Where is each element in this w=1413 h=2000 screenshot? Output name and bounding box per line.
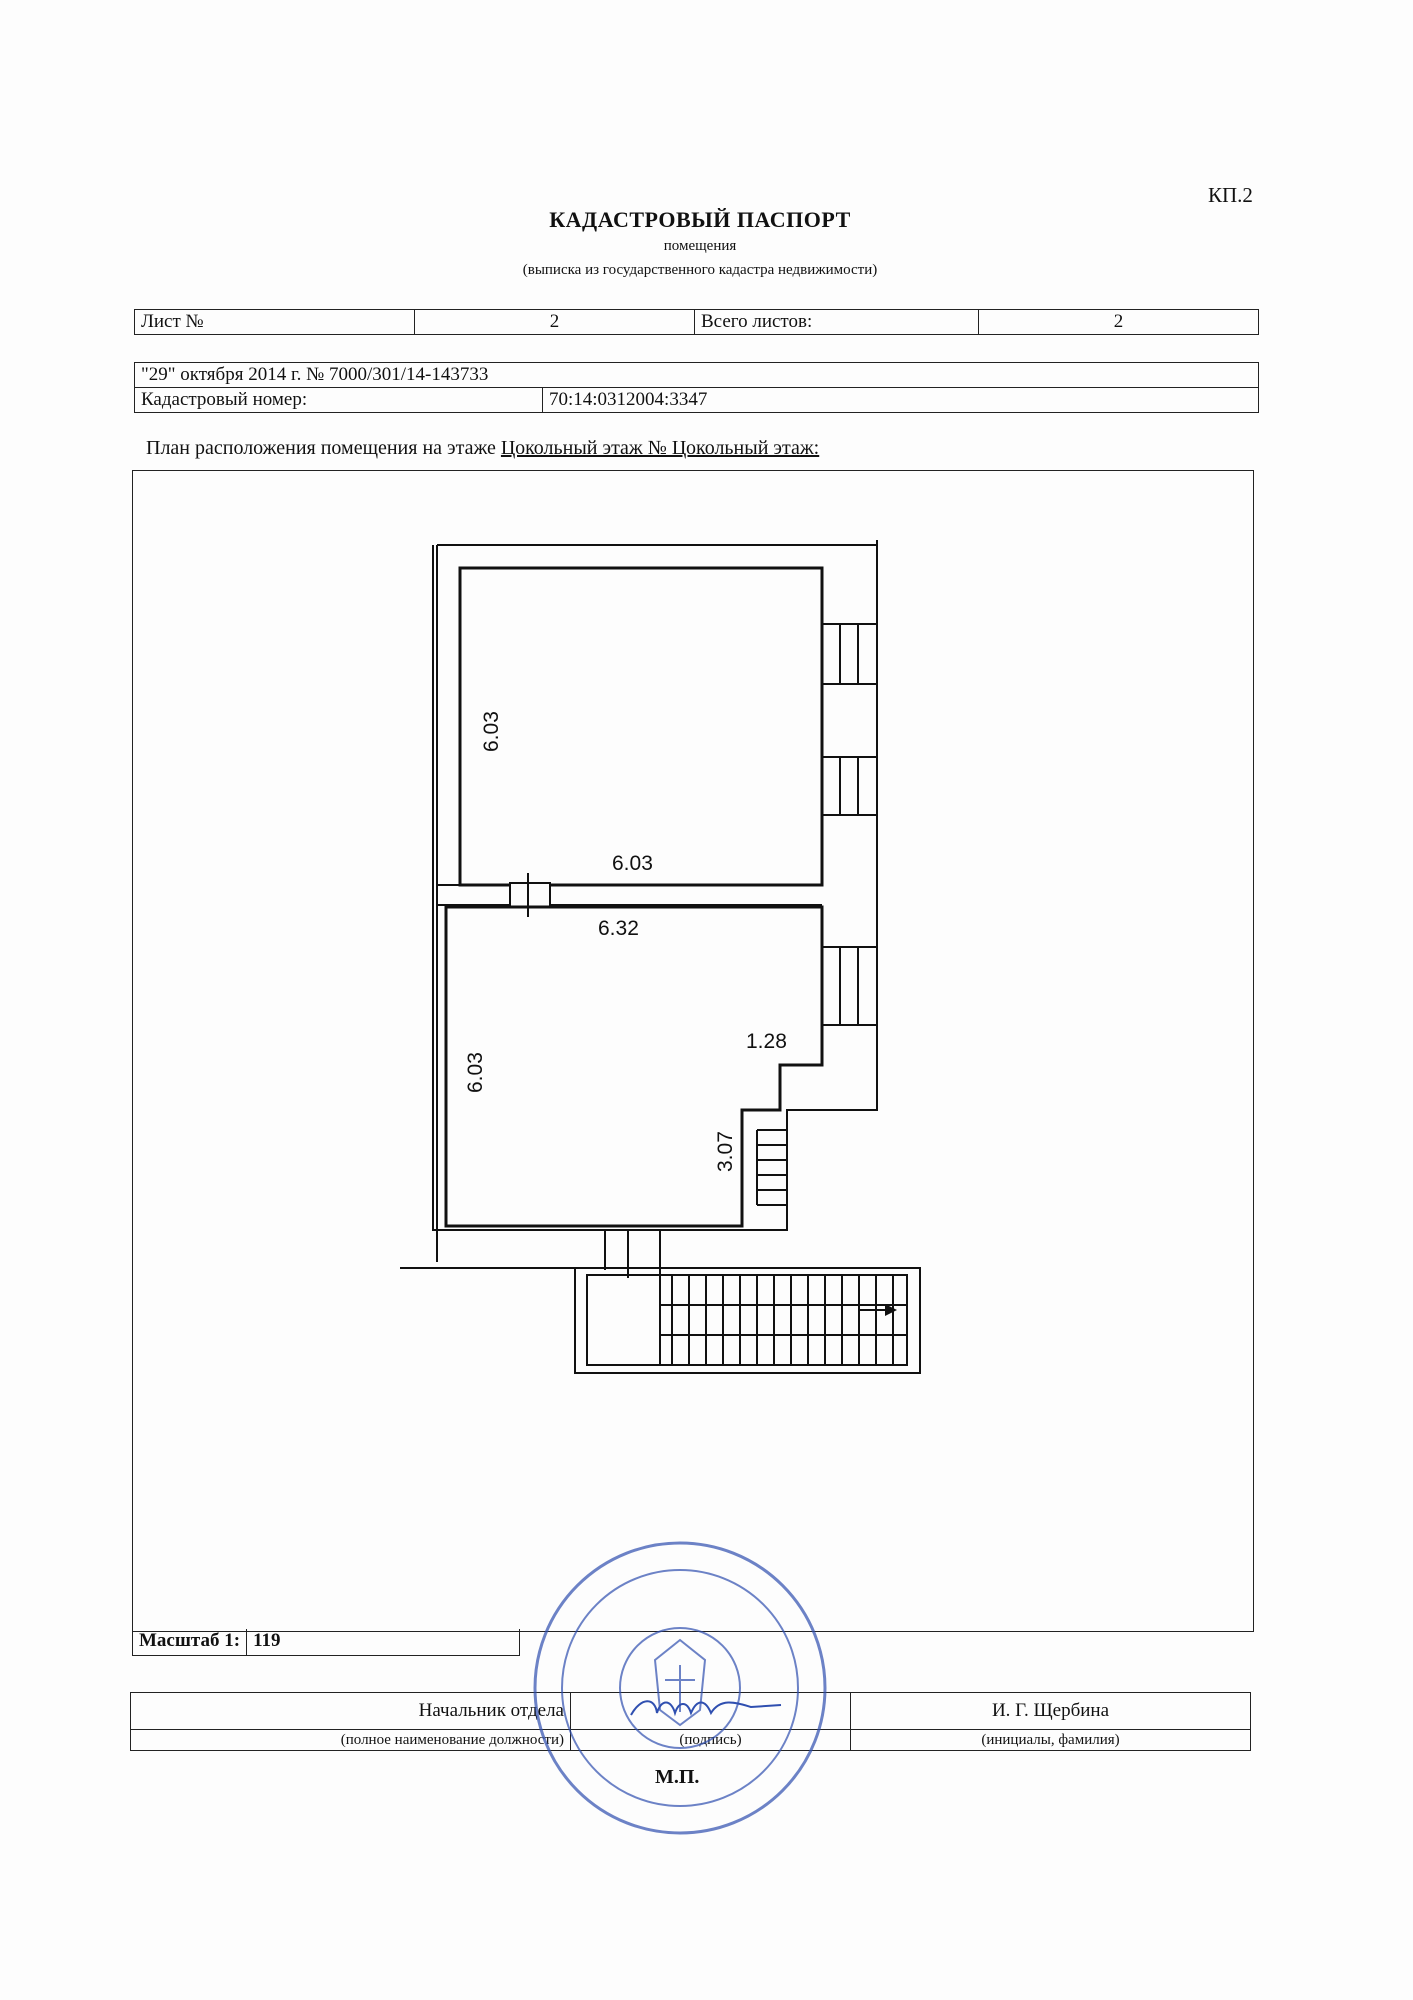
plan-caption-floor: Цокольный этаж № Цокольный этаж:: [500, 437, 820, 459]
dim-notch-height: 3.07: [714, 1131, 737, 1172]
position-hint: (полное наименование должности): [131, 1730, 571, 1751]
dim-upper-height: 6.03: [480, 711, 503, 752]
door-partition: [510, 883, 550, 907]
form-code: КП.2: [1208, 183, 1253, 207]
dim-upper-width: 6.03: [612, 852, 653, 875]
external-staircase: [575, 1268, 920, 1373]
scale-box: [132, 1629, 520, 1656]
record-date-line: "29" октября 2014 г. № 7000/301/14-143733: [135, 363, 1259, 388]
handwritten-signature: [621, 1693, 801, 1723]
document-title: КАДАСТРОВЫЙ ПАСПОРТ: [549, 207, 851, 232]
dim-notch-width: 1.28: [746, 1030, 787, 1053]
total-sheets-number: 2: [979, 310, 1259, 335]
cadastral-number-label: Кадастровый номер:: [135, 388, 543, 413]
signature-hint: (подпись): [571, 1730, 851, 1751]
plan-caption-prefix: План расположения помещения на этаже: [146, 437, 496, 459]
sheet-number: 2: [415, 310, 695, 335]
signer-position: Начальник отдела: [131, 1693, 571, 1730]
window-1: [822, 624, 877, 684]
signature-table: [130, 1692, 1251, 1751]
window-2: [822, 757, 877, 815]
stamp-mark: М.П.: [655, 1766, 700, 1788]
room-upper: [460, 568, 822, 885]
total-sheets-label: Всего листов:: [695, 310, 979, 335]
scale-label: Масштаб 1:: [133, 1629, 247, 1655]
room-lower: [446, 907, 822, 1226]
dim-lower-height: 6.03: [464, 1052, 487, 1093]
signature-field: [571, 1693, 851, 1730]
inner-stair: [757, 1130, 787, 1205]
name-hint: (инициалы, фамилия): [851, 1730, 1251, 1751]
cadastral-number: 70:14:0312004:3347: [543, 388, 1259, 413]
signer-name: И. Г. Щербина: [851, 1693, 1251, 1730]
sheet-label: Лист №: [135, 310, 415, 335]
dim-lower-width: 6.32: [598, 917, 639, 940]
document-subtitle-note: (выписка из государственного кадастра недвижимости): [522, 262, 878, 278]
window-3: [822, 947, 877, 1025]
scale-value: 119: [253, 1630, 281, 1651]
document-subtitle: помещения: [663, 238, 737, 254]
entrance-door: [605, 1230, 660, 1278]
